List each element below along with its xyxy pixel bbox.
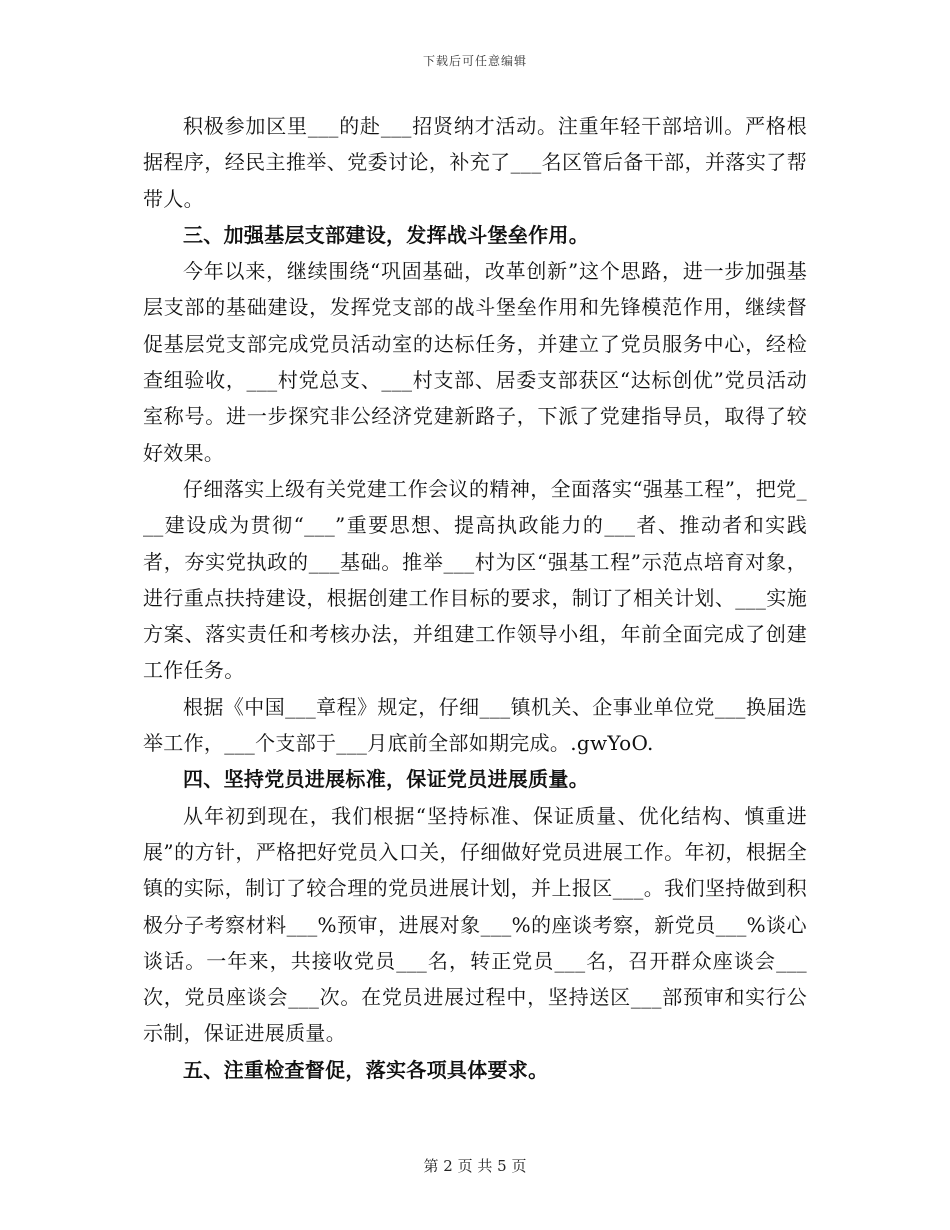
paragraph: 今年以来，继续围绕“巩固基础，改革创新”这个思路，进一步加强基层支部的基础建设，发挥党支部的战斗堡垒作用和先锋模范作用，继续督促基层党支部完成党员活动室的达标任务，并建立了党员服务中心，经检查组验收，___村党总支、___村支部、居委支部获区“达标创优”党员活动室称号。进一步探究非公经济党建新路子，下派了党建指导员，取得了较好效果。 bbox=[143, 259, 807, 465]
section-heading: 三、加强基层支部建设，发挥战斗堡垒作用。 bbox=[183, 222, 589, 247]
section-heading: 四、坚持党员进展标准，保证党员进展质量。 bbox=[183, 767, 589, 792]
section-heading: 五、注重检查督促，落实各项具体要求。 bbox=[183, 1057, 549, 1082]
page-header: 下载后可任意编辑 bbox=[422, 54, 527, 68]
paragraph: 仔细落实上级有关党建工作会议的精神，全面落实“强基工程”，把党___建设成为贯彻“___”重要思想、提高执政能力的___者、推动者和实践者，夯实党执政的___基础。推举___村为区“强基工程”示范点培育对象，进行重点扶持建设，根据创建工作目标的要求，制订了相关计划、___实施方案、落实责任和考核办法，并组建工作领导小组，年前全面完成了创建工作任务。 bbox=[143, 476, 807, 683]
paragraph: 积极参加区里___的赴___招贤纳才活动。注重年轻干部培训。严格根据程序，经民主推举、党委讨论，补充了___名区管后备干部，并落实了帮带人。 bbox=[143, 114, 807, 211]
document-body bbox=[143, 108, 807, 1088]
paragraph: 从年初到现在，我们根据“坚持标准、保证质量、优化结构、慎重进展”的方针，严格把好党员入口关，仔细做好党员进展工作。年初，根据全镇的实际，制订了较合理的党员进展计划，并上报区___。我们坚持做到积极分子考察材料___%预审，进展对象___%的座谈考察，新党员___%谈心谈话。一年来，共接收党员___名，转正党员___名，召开群众座谈会___次，党员座谈会___次。在党员进展过程中，坚持送区___部预审和实行公示制，保证进展质量。 bbox=[143, 803, 807, 1046]
page-footer: 第 2 页 共 5 页 bbox=[423, 1157, 527, 1175]
paragraph: 根据《中国___章程》规定，仔细___镇机关、企事业单位党___换届选举工作，___个支部于___月底前全部如期完成。.gwYoO. bbox=[143, 694, 807, 756]
